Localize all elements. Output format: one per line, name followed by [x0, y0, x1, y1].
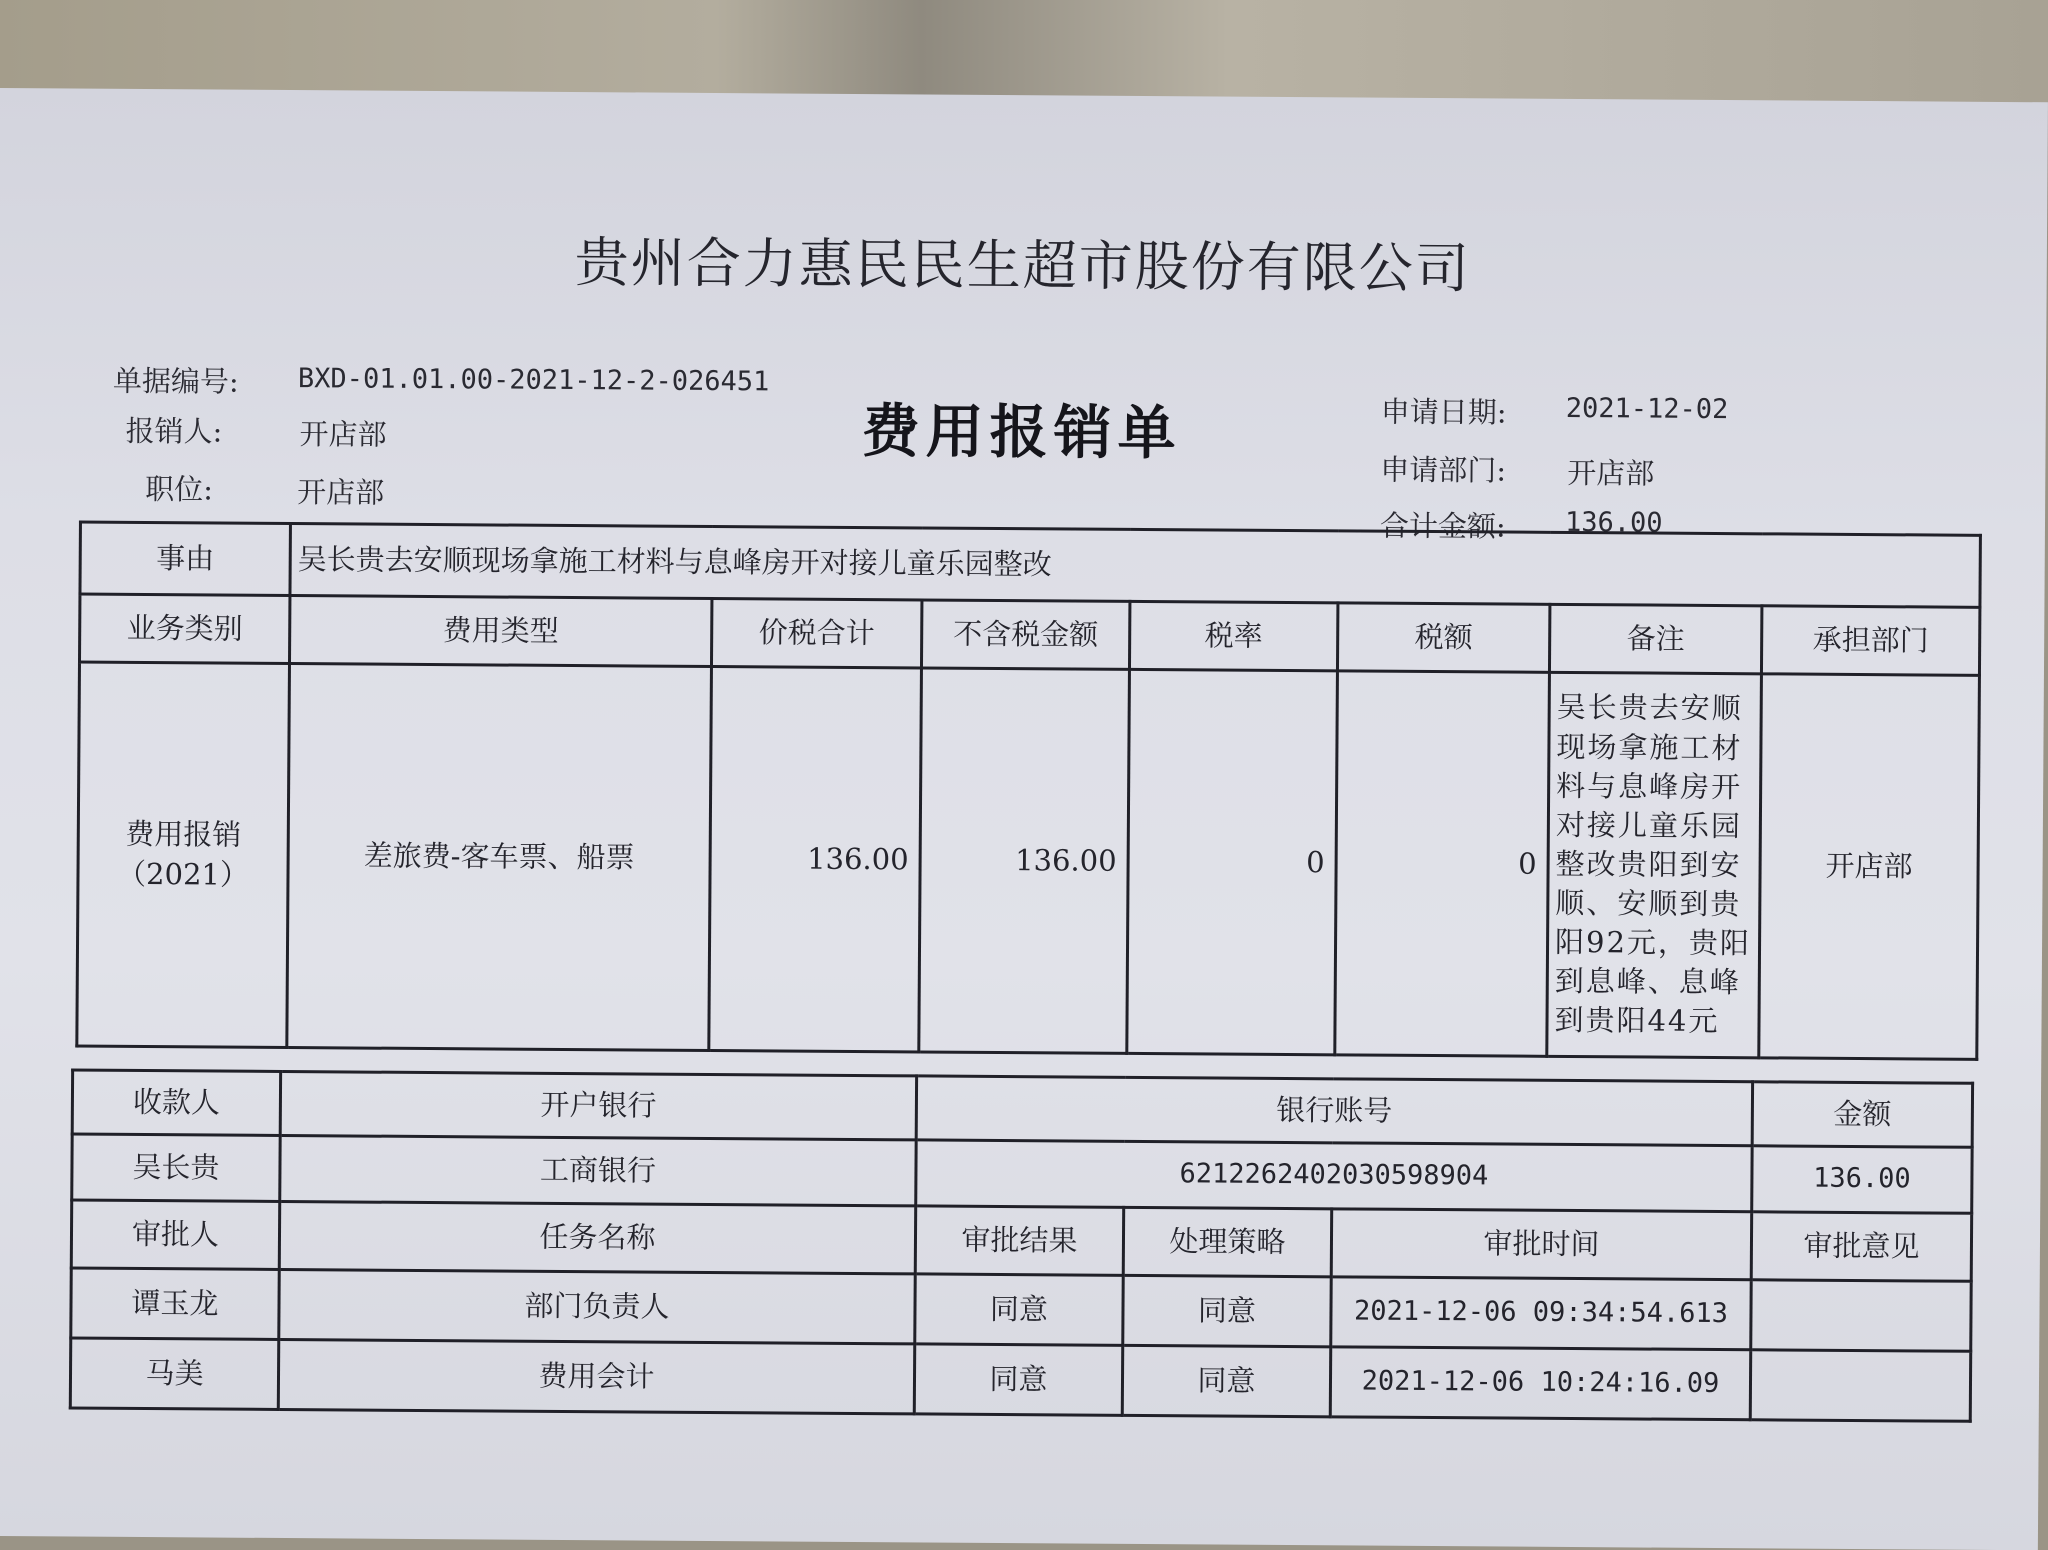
- expense-tax-rate: 0: [1127, 669, 1338, 1054]
- apply-date-label: 申请日期:: [1380, 394, 1507, 430]
- approval-strategy: 同意: [1123, 1275, 1331, 1346]
- total-label: 合计金额:: [1379, 508, 1506, 544]
- col-header-type: 费用类型: [289, 596, 711, 667]
- document-paper: [0, 88, 2048, 1550]
- approval-row: [70, 1338, 1970, 1421]
- claimant-label: 报销人:: [125, 413, 223, 449]
- reason-text: 吴长贵去安顺现场拿施工材料与息峰房开对接儿童乐园整改: [290, 524, 1980, 608]
- expense-category: 费用报销（2021）: [77, 662, 290, 1047]
- col-header-task: 任务名称: [279, 1201, 915, 1273]
- approver-name: 马美: [70, 1338, 278, 1409]
- expense-dept: 开店部: [1759, 674, 1980, 1060]
- apply-dept-label: 申请部门:: [1380, 452, 1507, 488]
- doc-no: BXD-01.01.00-2021-12-2-026451: [297, 363, 770, 398]
- approval-time: 2021-12-06 09:34:54.613: [1331, 1277, 1751, 1350]
- expense-table: [75, 521, 1982, 1061]
- position: 开店部: [297, 475, 385, 510]
- expense-type: 差旅费-客车票、船票: [287, 664, 712, 1051]
- doc-no-label: 单据编号:: [112, 363, 239, 399]
- reason-row: [80, 522, 1980, 607]
- payee-approval-table: [69, 1069, 1974, 1423]
- col-header-bank: 开户银行: [280, 1071, 916, 1139]
- col-header-amount-ex-tax: 不含税金额: [921, 600, 1129, 669]
- col-header-dept: 承担部门: [1761, 606, 1979, 676]
- payee-amount: 136.00: [1752, 1146, 1972, 1214]
- col-header-amount: 金额: [1752, 1082, 1972, 1148]
- col-header-time: 审批时间: [1331, 1209, 1751, 1280]
- approval-task: 部门负责人: [279, 1269, 915, 1343]
- col-header-payee: 收款人: [72, 1070, 280, 1135]
- approval-opinion: [1751, 1280, 1971, 1352]
- approval-result: 同意: [915, 1274, 1123, 1345]
- position-label: 职位:: [145, 472, 214, 507]
- form-title: 费用报销单: [861, 397, 1182, 468]
- approval-result: 同意: [914, 1344, 1122, 1415]
- approval-row: [71, 1268, 1971, 1351]
- approver-name: 谭玉龙: [71, 1268, 279, 1339]
- approval-task: 费用会计: [278, 1339, 914, 1413]
- col-header-opinion: 审批意见: [1751, 1212, 1971, 1282]
- expense-amount-ex-tax: 136.00: [919, 668, 1130, 1053]
- col-header-tax-amount: 税额: [1337, 603, 1549, 672]
- col-header-strategy: 处理策略: [1123, 1207, 1331, 1276]
- col-header-remark: 备注: [1549, 604, 1761, 673]
- col-header-tax-rate: 税率: [1129, 601, 1337, 670]
- expense-remark: 吴长贵去安顺现场拿施工材料与息峰房开对接儿童乐园整改贵阳到安顺、安顺到贵阳92元，贵阳到息峰、息峰到贵阳44元: [1547, 672, 1762, 1057]
- payee-account: 6212262402030598904: [916, 1140, 1752, 1212]
- expense-total-with-tax: 136.00: [709, 666, 922, 1051]
- reason-label: 事由: [80, 522, 290, 595]
- apply-date: 2021-12-02: [1565, 392, 1729, 426]
- col-header-approver: 审批人: [71, 1200, 279, 1269]
- expense-row: [77, 662, 1980, 1059]
- col-header-result: 审批结果: [915, 1206, 1123, 1275]
- approval-time: 2021-12-06 10:24:16.09: [1330, 1347, 1750, 1420]
- company-name: 贵州合力惠民民生超市股份有限公司: [574, 231, 1471, 301]
- payee-bank: 工商银行: [280, 1135, 916, 1205]
- total-amount: 136.00: [1564, 506, 1663, 539]
- expense-tax-amount: 0: [1335, 671, 1550, 1056]
- approval-strategy: 同意: [1122, 1345, 1330, 1416]
- claimant: 开店部: [299, 417, 387, 452]
- col-header-total-with-tax: 价税合计: [711, 598, 921, 667]
- approval-opinion: [1750, 1350, 1970, 1422]
- col-header-account: 银行账号: [916, 1076, 1752, 1146]
- payee-name: 吴长贵: [72, 1134, 280, 1201]
- apply-dept: 开店部: [1567, 455, 1655, 491]
- col-header-category: 业务类别: [79, 594, 289, 663]
